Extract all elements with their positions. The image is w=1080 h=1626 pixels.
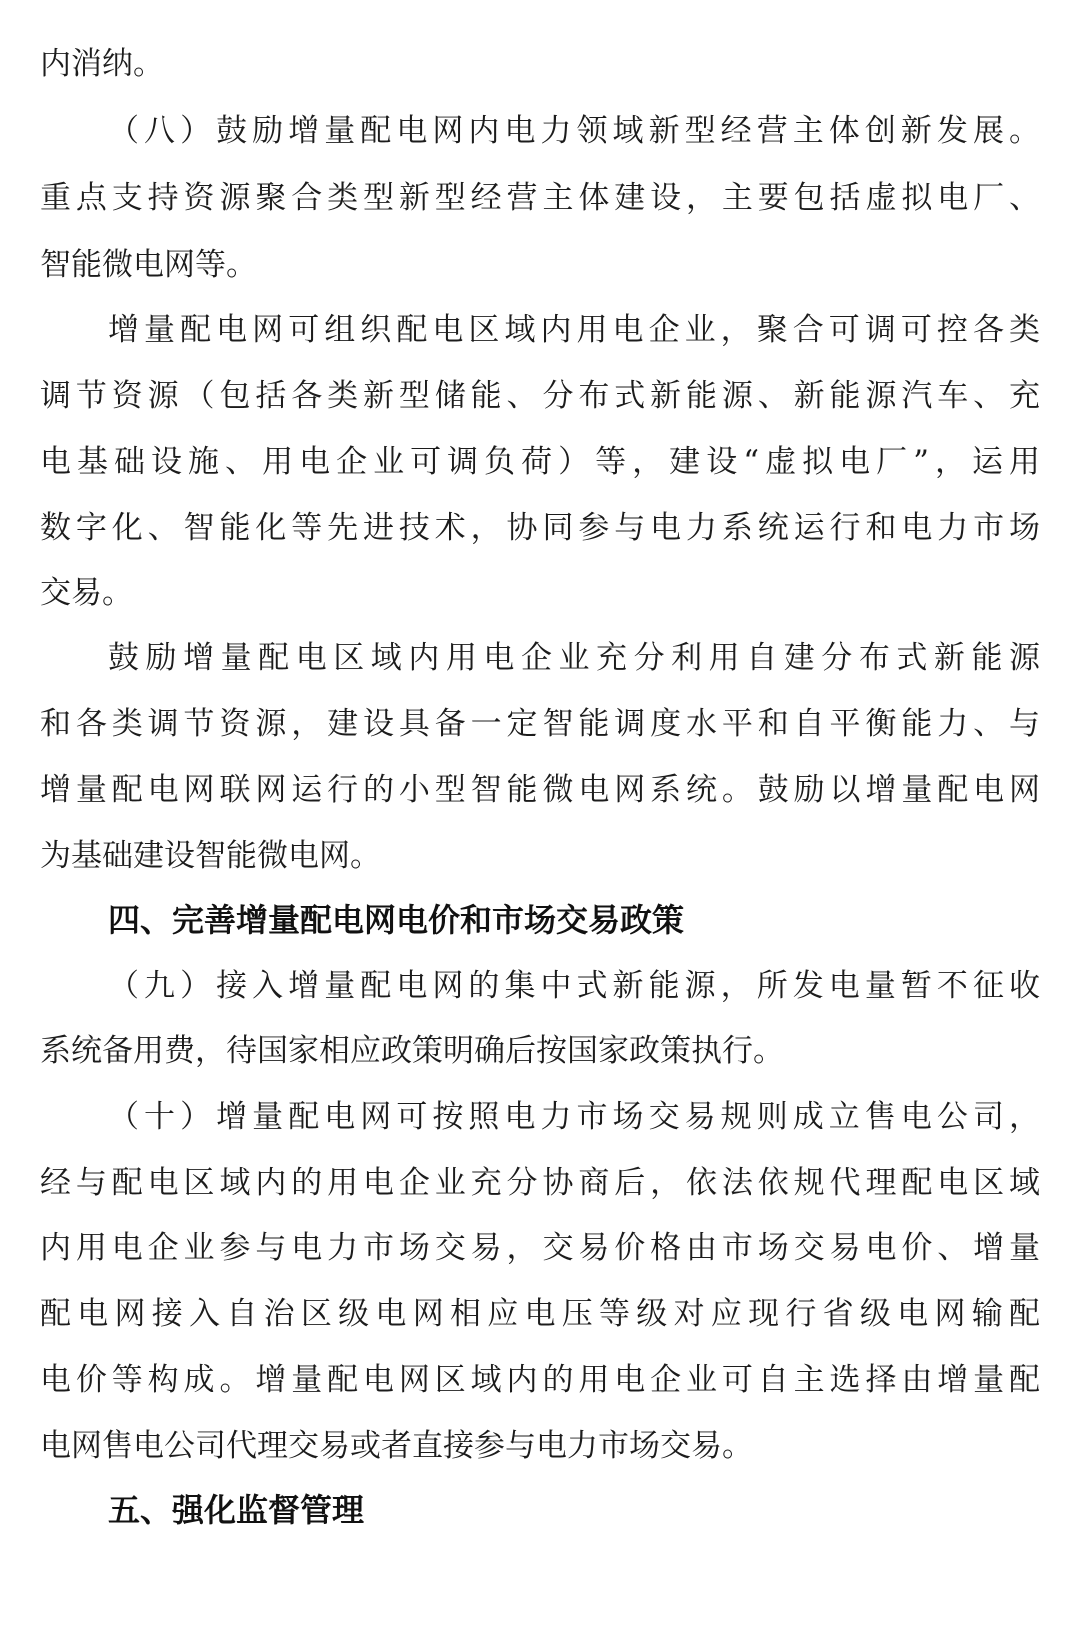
paragraph-line: 为基础建设智能微电网。	[40, 838, 381, 874]
paragraph-line: 交易。	[40, 575, 133, 611]
paragraph-line: 电基础设施、用电企业可调负荷）等，建设“虚拟电厂”，运用	[40, 444, 1040, 480]
paragraph-line: 智能微电网等。	[40, 247, 257, 283]
paragraph-line: 和各类调节资源，建设具备一定智能调度水平和自平衡能力、与	[40, 706, 1040, 742]
paragraph-line: 增量配电网联网运行的小型智能微电网系统。鼓励以增量配电网	[40, 772, 1040, 808]
paragraph-line: 数字化、智能化等先进技术，协同参与电力系统运行和电力市场	[40, 510, 1040, 546]
paragraph-line: 内消纳。	[40, 46, 164, 82]
paragraph-line: 系统备用费，待国家相应政策明确后按国家政策执行。	[40, 1033, 784, 1069]
paragraph-line: 配电网接入自治区级电网相应电压等级对应现行省级电网输配	[40, 1296, 1040, 1332]
paragraph-line: （十）增量配电网可按照电力市场交易规则成立售电公司，	[108, 1099, 1040, 1135]
paragraph-line: （八）鼓励增量配电网内电力领域新型经营主体创新发展。	[108, 113, 1040, 149]
paragraph-line: 鼓励增量配电区域内用电企业充分利用自建分布式新能源	[108, 640, 1040, 676]
paragraph-line: 电网售电公司代理交易或者直接参与电力市场交易。	[40, 1428, 753, 1464]
paragraph-line: 电价等构成。增量配电网区域内的用电企业可自主选择由增量配	[40, 1362, 1040, 1398]
paragraph-line: 重点支持资源聚合类型新型经营主体建设，主要包括虚拟电厂、	[40, 180, 1040, 216]
paragraph-line: 调节资源（包括各类新型储能、分布式新能源、新能源汽车、充	[40, 378, 1040, 414]
paragraph-line: （九）接入增量配电网的集中式新能源，所发电量暂不征收	[108, 968, 1040, 1004]
paragraph-line: 经与配电区域内的用电企业充分协商后，依法依规代理配电区域	[40, 1165, 1040, 1201]
paragraph-line: 内用电企业参与电力市场交易，交易价格由市场交易电价、增量	[40, 1230, 1040, 1266]
section-heading: 五、强化监督管理	[108, 1491, 365, 1529]
section-heading: 四、完善增量配电网电价和市场交易政策	[108, 901, 685, 939]
paragraph-line: 增量配电网可组织配电区域内用电企业，聚合可调可控各类	[108, 312, 1040, 348]
